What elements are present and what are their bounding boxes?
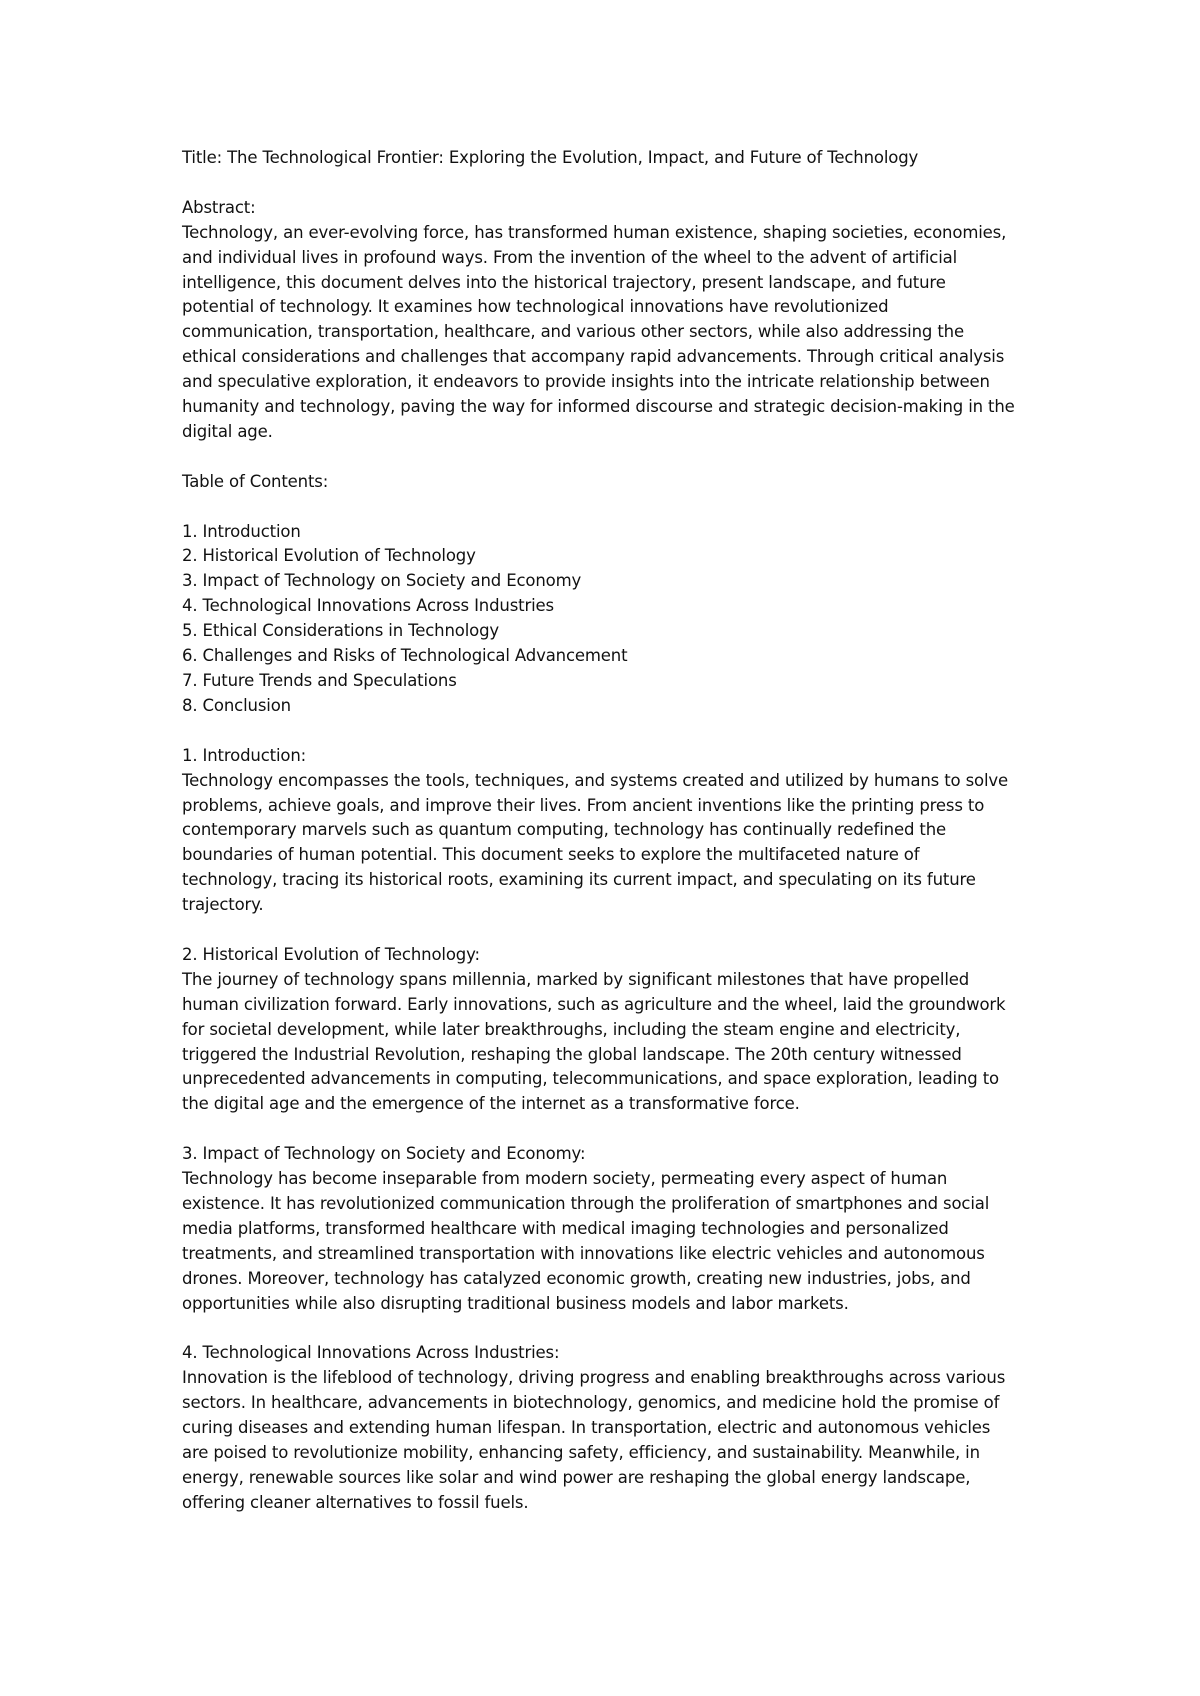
section-heading: 2. Historical Evolution of Technology: (182, 944, 480, 964)
toc-item: 6. Challenges and Risks of Technological Advancement (182, 646, 628, 666)
abstract-section (182, 196, 1042, 445)
toc-item: 4. Technological Innovations Across Industries (182, 596, 555, 616)
abstract-line: and speculative exploration, it endeavors to provide insights into the intricate relationship between (182, 372, 990, 392)
toc-heading: Table of Contents: (182, 471, 329, 491)
section-historical-evolution (182, 943, 1042, 1117)
spacer (182, 1117, 1042, 1142)
abstract-heading: Abstract: (182, 197, 256, 217)
toc-item: 3. Impact of Technology on Society and Economy (182, 571, 582, 591)
document-body (182, 146, 1042, 1516)
toc-list (182, 520, 1042, 719)
paragraph-line: boundaries of human potential. This document seeks to explore the multifaceted nature of (182, 845, 920, 865)
spacer (182, 1317, 1042, 1342)
section-heading: 1. Introduction: (182, 745, 307, 765)
paragraph-line: treatments, and streamlined transportation with innovations like electric vehicles and autonomous (182, 1243, 985, 1263)
section-heading: 4. Technological Innovations Across Industries: (182, 1343, 560, 1363)
paragraph-line: triggered the Industrial Revolution, reshaping the global landscape. The 20th century witnessed (182, 1044, 962, 1064)
section-introduction (182, 744, 1042, 918)
abstract-line: humanity and technology, paving the way for informed discourse and strategic decision-making in the (182, 397, 1015, 417)
paragraph-line: The journey of technology spans millennia, marked by significant milestones that have propelled (182, 969, 970, 989)
toc-item: 5. Ethical Considerations in Technology (182, 621, 500, 641)
paragraph-line: technology, tracing its historical roots, examining its current impact, and speculating on its future (182, 870, 976, 890)
paragraph-line: energy, renewable sources like solar and wind power are reshaping the global energy landscape, (182, 1467, 971, 1487)
document-title: Title: The Technological Frontier: Exploring the Evolution, Impact, and Future of Technology (182, 148, 919, 167)
toc-item: 2. Historical Evolution of Technology (182, 546, 476, 566)
section-heading: 3. Impact of Technology on Society and Economy: (182, 1144, 586, 1164)
paragraph-line: curing diseases and extending human lifespan. In transportation, electric and autonomous vehicles (182, 1418, 991, 1438)
paragraph-line: media platforms, transformed healthcare with medical imaging technologies and personalized (182, 1218, 949, 1238)
abstract-line: intelligence, this document delves into the historical trajectory, present landscape, and future (182, 272, 946, 292)
abstract-line: communication, transportation, healthcare, and various other sectors, while also addressing the (182, 322, 964, 342)
paragraph-line: unprecedented advancements in computing, telecommunications, and space exploration, leading to (182, 1069, 999, 1089)
spacer (182, 171, 1042, 196)
spacer (182, 445, 1042, 470)
paragraph-line: Innovation is the lifeblood of technology, driving progress and enabling breakthroughs across various (182, 1368, 1006, 1388)
paragraph-line: offering cleaner alternatives to fossil fuels. (182, 1492, 529, 1512)
section-impact (182, 1142, 1042, 1316)
paragraph-line: contemporary marvels such as quantum computing, technology has continually redefined the (182, 820, 947, 840)
spacer (182, 495, 1042, 520)
spacer (182, 719, 1042, 744)
abstract-line: ethical considerations and challenges that accompany rapid advancements. Through critical analysis (182, 347, 1005, 367)
toc-item: 8. Conclusion (182, 695, 291, 715)
paragraph-line: drones. Moreover, technology has catalyzed economic growth, creating new industries, jobs, and (182, 1268, 971, 1288)
table-of-contents (182, 470, 1042, 719)
paragraph-line: Technology encompasses the tools, techniques, and systems created and utilized by humans to solve (182, 770, 1009, 790)
paragraph-line: existence. It has revolutionized communication through the proliferation of smartphones and social (182, 1193, 990, 1213)
paragraph-line: problems, achieve goals, and improve their lives. From ancient inventions like the printing press to (182, 795, 985, 815)
paragraph-line: human civilization forward. Early innovations, such as agriculture and the wheel, laid the groundwork (182, 994, 1006, 1014)
paragraph-line: opportunities while also disrupting traditional business models and labor markets. (182, 1293, 849, 1313)
paragraph-line: Technology has become inseparable from modern society, permeating every aspect of human (182, 1169, 948, 1189)
section-innovations (182, 1341, 1042, 1515)
paragraph-line: the digital age and the emergence of the internet as a transformative force. (182, 1094, 800, 1114)
toc-item: 7. Future Trends and Speculations (182, 670, 457, 690)
paragraph-line: trajectory. (182, 895, 264, 915)
abstract-line: digital age. (182, 421, 273, 441)
abstract-line: Technology, an ever-evolving force, has transformed human existence, shaping societies, economies, (182, 222, 1007, 242)
abstract-line: and individual lives in profound ways. From the invention of the wheel to the advent of artificial (182, 247, 958, 267)
paragraph-line: are poised to revolutionize mobility, enhancing safety, efficiency, and sustainability. Meanwhile, in (182, 1443, 980, 1463)
paragraph-line: for societal development, while later breakthroughs, including the steam engine and electricity, (182, 1019, 961, 1039)
toc-item: 1. Introduction (182, 521, 301, 541)
spacer (182, 918, 1042, 943)
abstract-line: potential of technology. It examines how technological innovations have revolutionized (182, 297, 889, 317)
paragraph-line: sectors. In healthcare, advancements in biotechnology, genomics, and medicine hold the promise of (182, 1393, 1000, 1413)
